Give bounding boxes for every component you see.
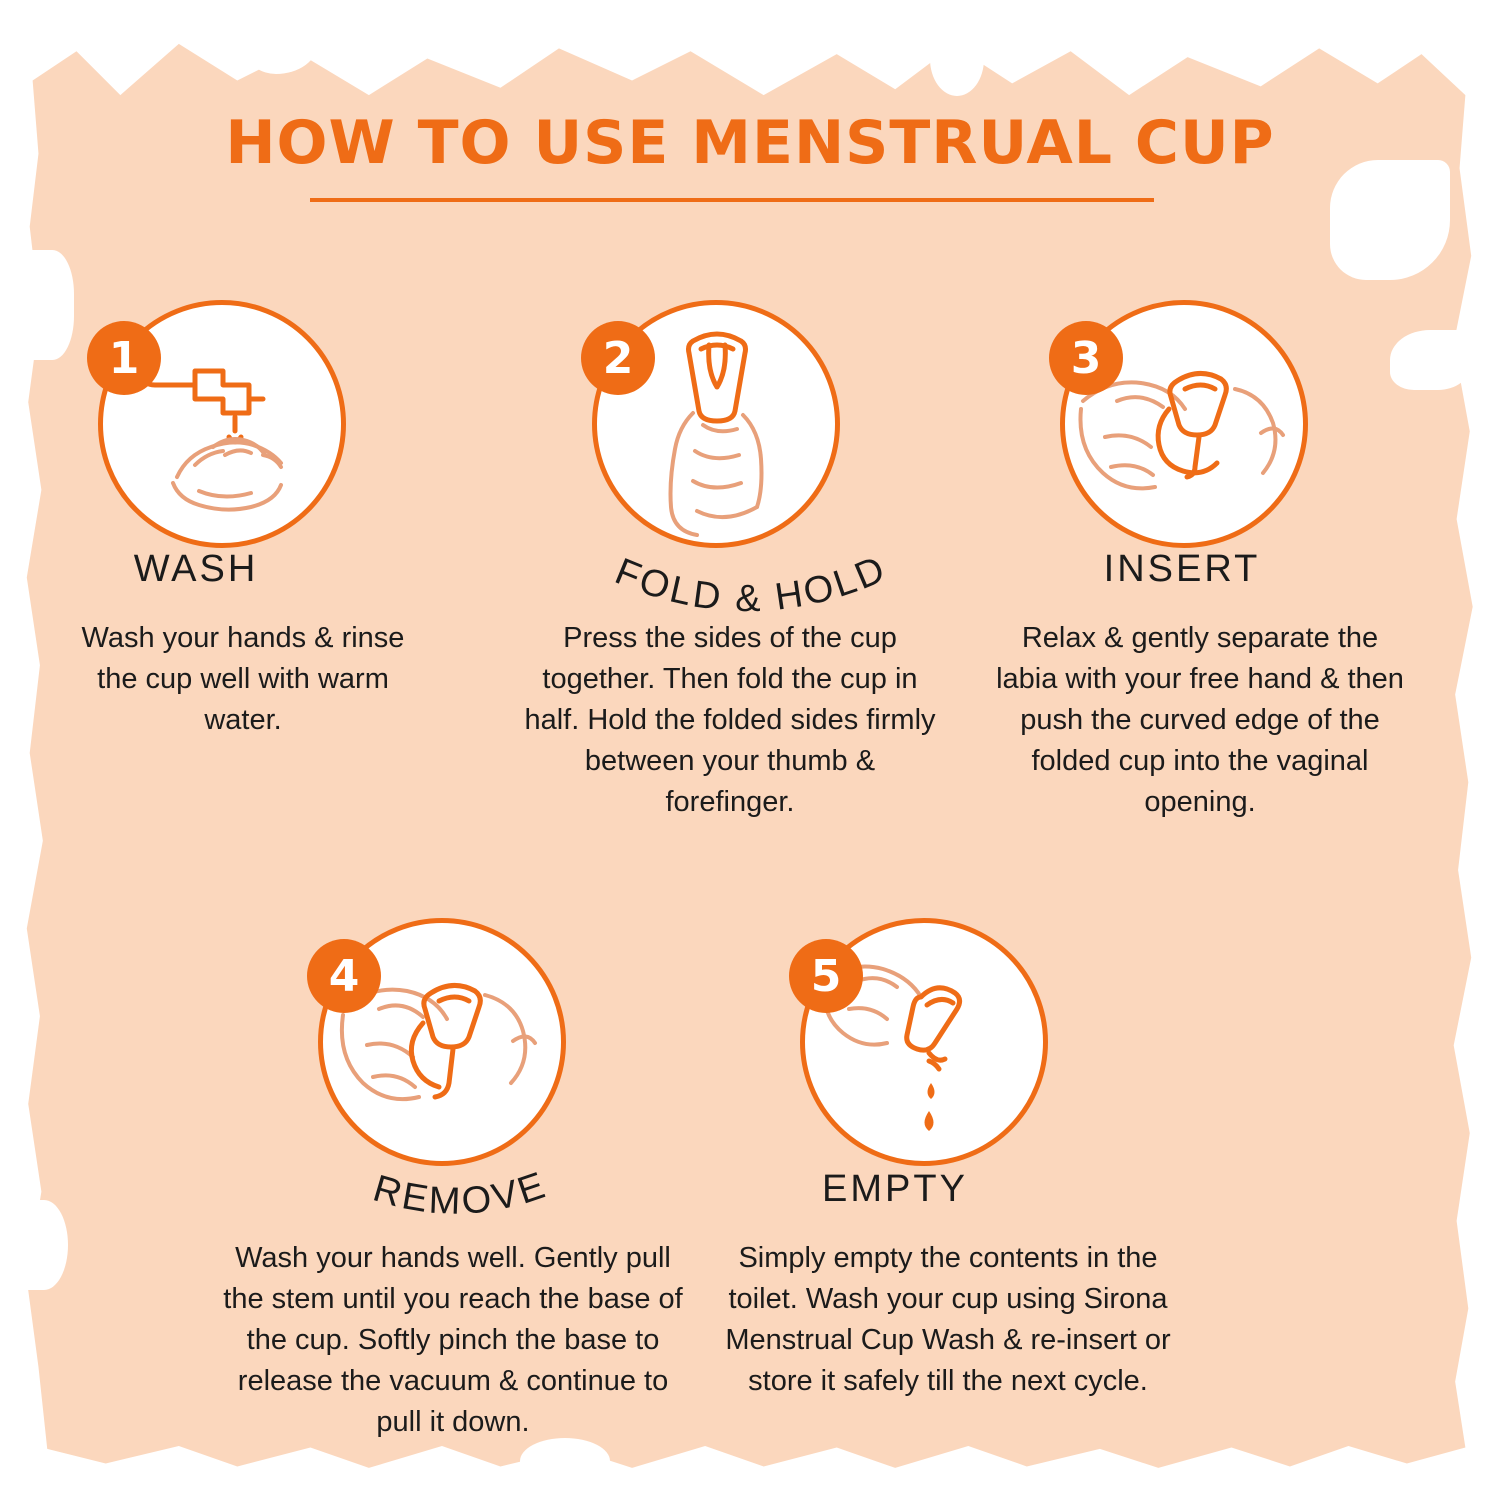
step-4-label [300,1140,620,1250]
step-1-description: Wash your hands & rinse the cup well with warm water. [81,622,405,736]
brush-nick [520,1438,610,1484]
step-2-circle [592,300,840,548]
step-5-circle [800,918,1048,1166]
step-1-label: WASH [133,548,259,590]
step-4-label-text: REMOVE [368,1163,553,1224]
brush-nick [20,1200,68,1290]
brush-nick [1330,160,1450,280]
brush-nick [930,22,984,96]
step-3 [1060,300,1308,548]
step-1 [98,300,346,548]
page-title: HOW TO USE MENSTRUAL CUP [225,108,1275,178]
svg-text:FOLD & HOLD [609,548,893,621]
brush-nick [1390,330,1470,390]
step-5-description: Simply empty the contents in the toilet. Wash your cup using Sirona Menstrual Cup Wash & re-insert or store it safely till the next cycle. [725,1242,1171,1397]
step-5-label: EMPTY [822,1168,968,1210]
step-4 [318,918,566,1166]
step-2 [592,300,840,548]
brush-nick [20,250,74,360]
step-4-circle [318,918,566,1166]
step-2-number: 2 [581,321,655,395]
step-4-description: Wash your hands well. Gently pull the stem until you reach the base of the cup. Softly pinch the base to release the vacuum & continue to pull it down. [223,1242,683,1438]
svg-text:REMOVE [369,1164,553,1223]
step-5 [800,918,1048,1166]
title-underline [310,198,1154,202]
step-1-number: 1 [87,321,161,395]
step-4-number: 4 [307,939,381,1013]
step-3-label: INSERT [1103,548,1261,590]
step-3-circle [1060,300,1308,548]
step-1-circle [98,300,346,548]
step-5-number: 5 [789,939,863,1013]
step-3-description: Relax & gently separate the labia with your free hand & then push the curved edge of the folded cup into the vaginal opening. [996,622,1404,818]
step-3-number: 3 [1049,321,1123,395]
step-2-description: Press the sides of the cup together. Then fold the cup in half. Hold the folded sides firmly between your thumb & forefinger. [524,622,936,818]
step-2-label-text: FOLD & HOLD [609,547,894,621]
